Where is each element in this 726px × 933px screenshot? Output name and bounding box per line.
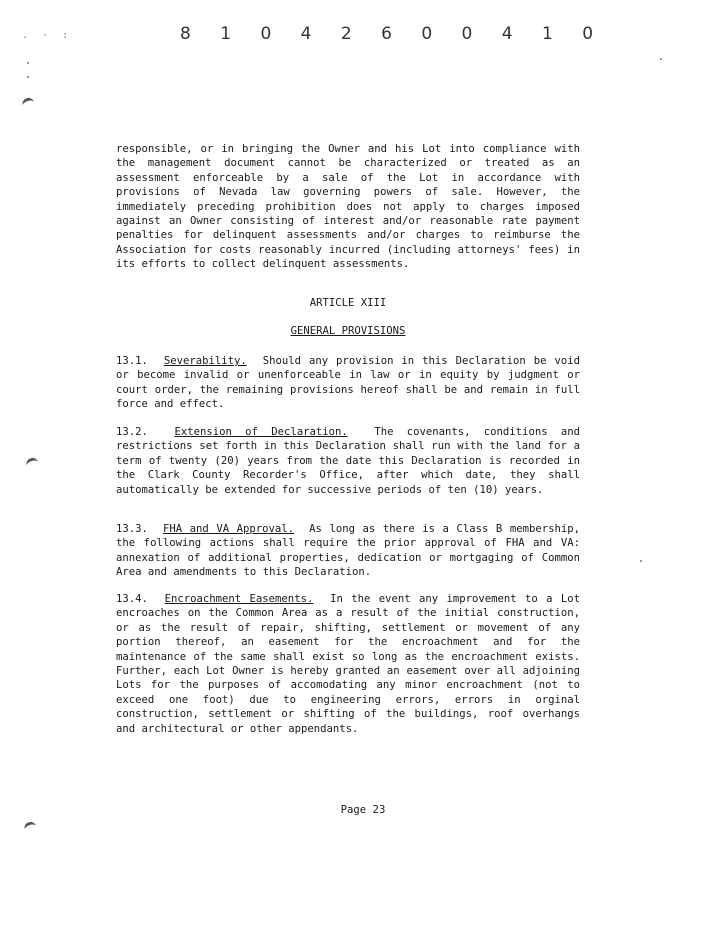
section-heading: Extension of Declaration. [174, 426, 348, 438]
section-number: 13.4. [116, 593, 148, 605]
section-text: The covenants, conditions and restrictions set forth in this Declaration shall run with the land for a term of twenty (20) years from the date this Declaration is recorded in the Clark County Recorder's Office, after which date, they shall automatically be extended for successive periods of ten (10) years. [116, 426, 580, 496]
section-text: In the event any improvement to a Lot encroaches on the Common Area as a result of the initial construction, or as the result of repair, shifting, settlement or movement of any portion thereof, an easement for the encroachment and for the maintenance of the same shall exist so long as the encroachment exists. Further, each Lot Owner is hereby granted an easement over all adjoining Lots for the purposes of accomodating any minor encroachment (not to exceed one foot) due to engineering errors, errors in orginal construction, settlement or shifting of the buildings, roof overhangs and architectural or other appendants. [116, 593, 580, 735]
punch-mark-bottom [23, 820, 37, 832]
intro-paragraph: responsible, or in bringing the Owner and his Lot into compliance with the management document cannot be characterized or treated as an assessment enforceable by a sale of the Lot in accordance with provisions of Nevada law governing powers of sale. However, the immediately preceding prohibition does not apply to charges imposed against an Owner consisting of interest and/or reasonable rate payment penalties for delinquent assessments and/or charges to reimburse the Association for costs reasonably incurred (including attorneys' fees) in its efforts to collect delinquent assessments. [116, 143, 580, 271]
section-number: 13.2. [116, 426, 148, 438]
scan-corner-marks: . · : [22, 30, 73, 41]
section-13-3 [116, 522, 580, 580]
section-number: 13.1. [116, 355, 148, 367]
punch-mark-middle [25, 456, 39, 468]
section-13-1 [116, 354, 580, 412]
section-text: As long as there is a Class B membership, the following actions shall require the prior approval of FHA and VA: annexation of additional properties, dedication or mortgaging of Common Area and amendments to this Declaration. [116, 523, 580, 579]
article-title [116, 325, 580, 337]
scan-speck [27, 62, 29, 64]
section-text: Should any provision in this Declaration be void or become invalid or unenforceable in law or in equity by judgment or court order, the remaining provisions hereof shall be and remain in full force and effect. [116, 355, 580, 411]
section-heading: FHA and VA Approval. [162, 523, 295, 535]
scan-speck [640, 560, 642, 562]
section-heading: Encroachment Easements. [164, 593, 314, 605]
document-number: 8 1 0 4 2 6 0 0 4 1 0 [180, 24, 606, 44]
section-13-2 [116, 425, 580, 497]
section-heading: Severability. [163, 355, 247, 367]
scan-speck [660, 58, 662, 60]
section-number: 13.3. [116, 523, 148, 535]
scan-speck [27, 76, 29, 78]
page-number: Page 23 [340, 804, 386, 816]
article-title-text: GENERAL PROVISIONS [290, 325, 406, 337]
section-13-4 [116, 592, 580, 736]
punch-mark-top [21, 96, 35, 108]
article-number: ARTICLE XIII [309, 297, 387, 309]
